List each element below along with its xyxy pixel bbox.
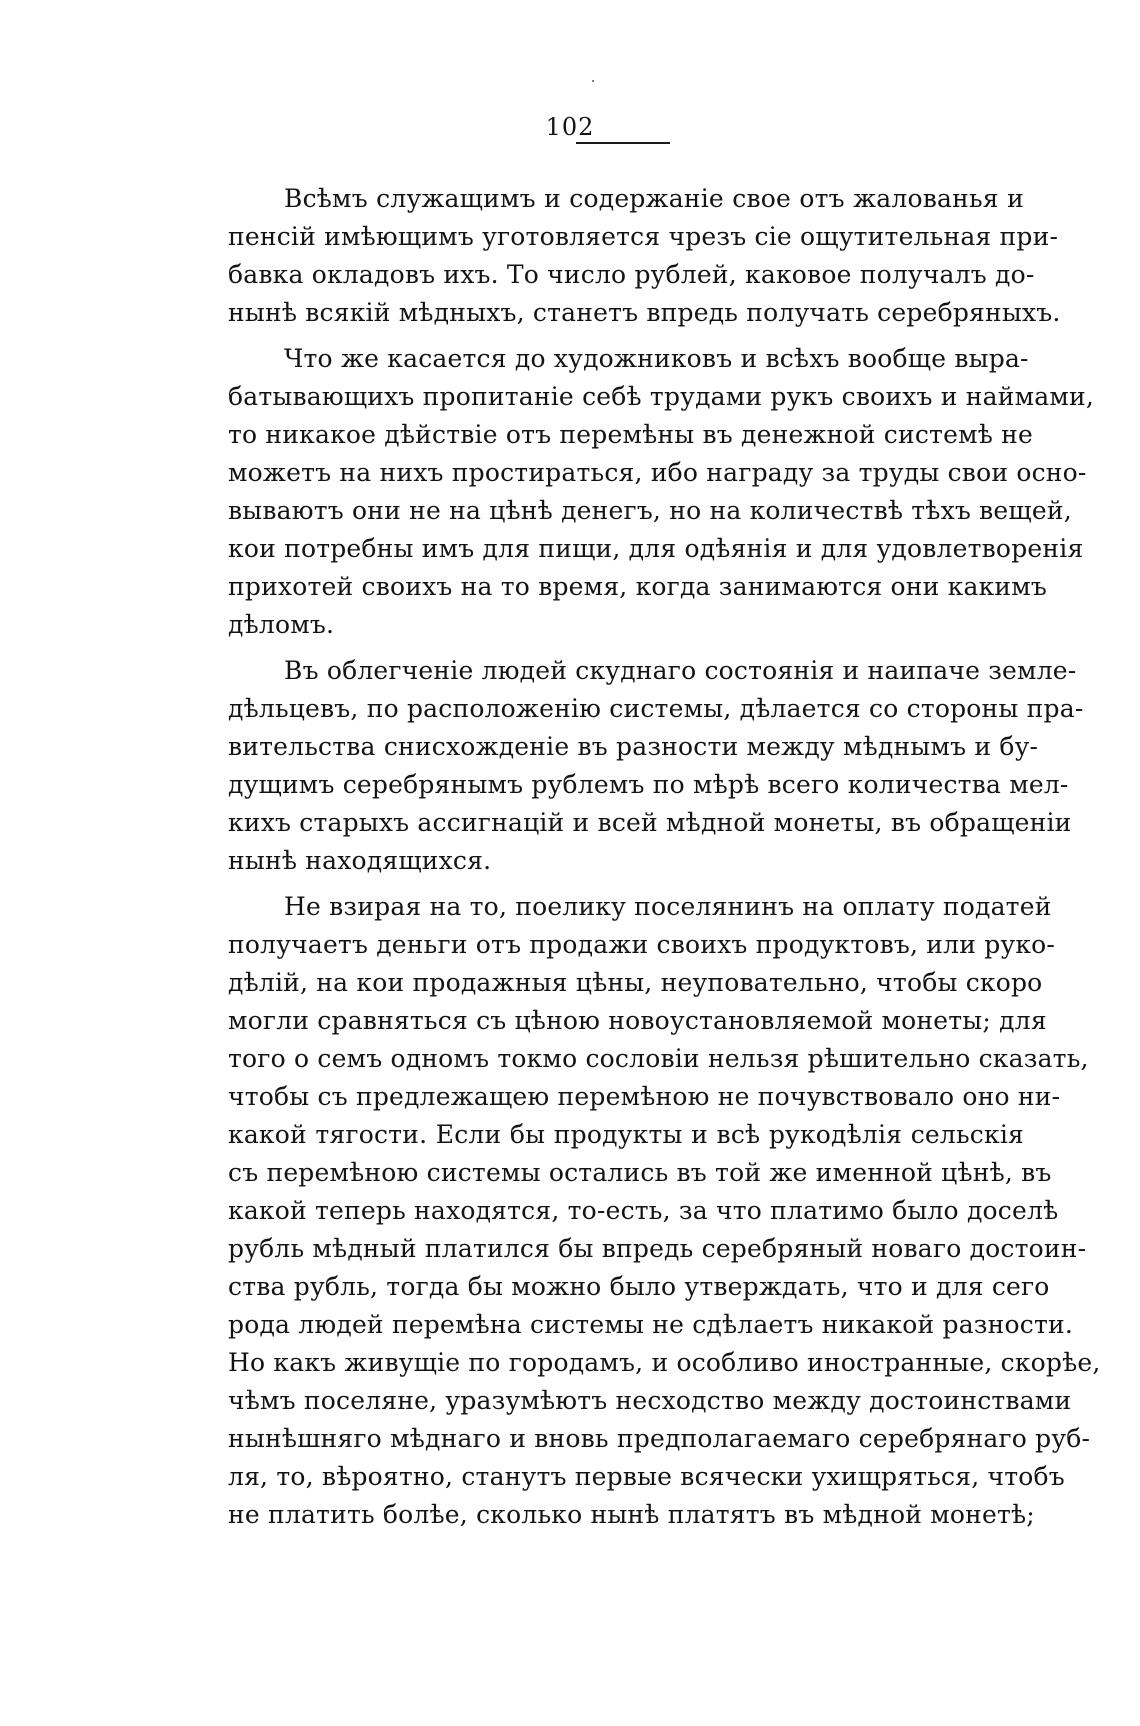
text-line: могли сравняться съ цѣною новоустановляемой монеты; для [228,1006,1047,1035]
text-line: какой теперь находятся, то-есть, за что платимо было доселѣ [228,1196,1059,1225]
text-line: вываютъ они не на цѣнѣ денегъ, но на количествѣ тѣхъ вещей, [228,496,1072,525]
text-line: Но какъ живущіе по городамъ, и особливо иностранные, скорѣе, [228,1348,1101,1377]
text-line: ля, то, вѣроятно, станутъ первые всячески ухищряться, чтобъ [228,1462,1065,1491]
text-line: вительства снисхожденіе въ разности между мѣднымъ и бу- [228,732,1039,761]
text-line: нынѣ всякій мѣдныхъ, станетъ впредь получать серебряныхъ. [228,298,1061,327]
text-line: ства рубль, тогда бы можно было утверждать, что и для сего [228,1272,1050,1301]
paragraph [228,652,1084,880]
text-line: не платить болѣе, сколько нынѣ платятъ въ мѣдной монетѣ; [228,1500,1035,1529]
text-line: Въ облегченіе людей скуднаго состоянія и наипаче земле- [284,656,1077,685]
text-line: дѣльцевъ, по расположенію системы, дѣлается со стороны пра- [228,694,1084,723]
text-line: дѣломъ. [228,610,335,639]
text-line: рубль мѣдный платился бы впредь серебряный новаго достоин- [228,1234,1087,1263]
text-line: чтобы съ предлежащею перемѣною не почувствовало оно ни- [228,1082,1061,1111]
scan-speck [592,80,594,82]
text-line: прихотей своихъ на то время, когда занимаются они какимъ [228,572,1048,601]
text-line: съ перемѣною системы остались въ той же именной цѣнѣ, въ [228,1158,1052,1187]
page-number-rule [576,142,670,144]
page-number: 102 [545,113,595,141]
text-line: дѣлій, на кои продажныя цѣны, неуповательно, чтобы скоро [228,968,1043,997]
text-line: пенсій имѣющимъ уготовляется чрезъ сіе ощутительная при- [228,222,1059,251]
paragraph [228,340,1095,644]
text-line: кихъ старыхъ ассигнацій и всей мѣдной монеты, въ обращеніи [228,808,1072,837]
text-line: нынѣшняго мѣднаго и вновь предполагаемаго серебрянаго руб- [228,1424,1091,1453]
text-line: дущимъ серебрянымъ рублемъ по мѣрѣ всего количества мел- [228,770,1069,799]
text-line: какой тягости. Если бы продукты и всѣ рукодѣлія сельскія [228,1120,1024,1149]
text-line: то никакое дѣйствіе отъ перемѣны въ денежной системѣ не [228,420,1034,449]
text-line: можетъ на нихъ простираться, ибо награду за труды свои осно- [228,458,1087,487]
text-line: кои потребны имъ для пищи, для одѣянія и для удовлетворенія [228,534,1084,563]
text-line: того о семъ одномъ токмо сословіи нельзя рѣшительно сказать, [228,1044,1089,1073]
text-line: батывающихъ пропитаніе себѣ трудами рукъ своихъ и наймами, [228,382,1095,411]
text-line: чѣмъ поселяне, уразумѣютъ несходство между достоинствами [228,1386,1072,1415]
text-line: Что же касается до художниковъ и всѣхъ вообще выра- [284,344,1029,373]
text-line: Не взирая на то, поелику поселянинъ на оплату податей [284,892,1052,921]
text-line: получаетъ деньги отъ продажи своихъ продуктовъ, или руко- [228,930,1056,959]
body-text [228,180,1101,1542]
text-line: нынѣ находящихся. [228,846,492,875]
paragraph [228,180,1061,332]
text-line: бавка окладовъ ихъ. То число рублей, каковое получалъ до- [228,260,1035,289]
text-line: рода людей перемѣна системы не сдѣлаетъ никакой разности. [228,1310,1073,1339]
text-line: Всѣмъ служащимъ и содержаніе свое отъ жалованья и [284,184,1024,213]
paragraph [228,888,1101,1534]
